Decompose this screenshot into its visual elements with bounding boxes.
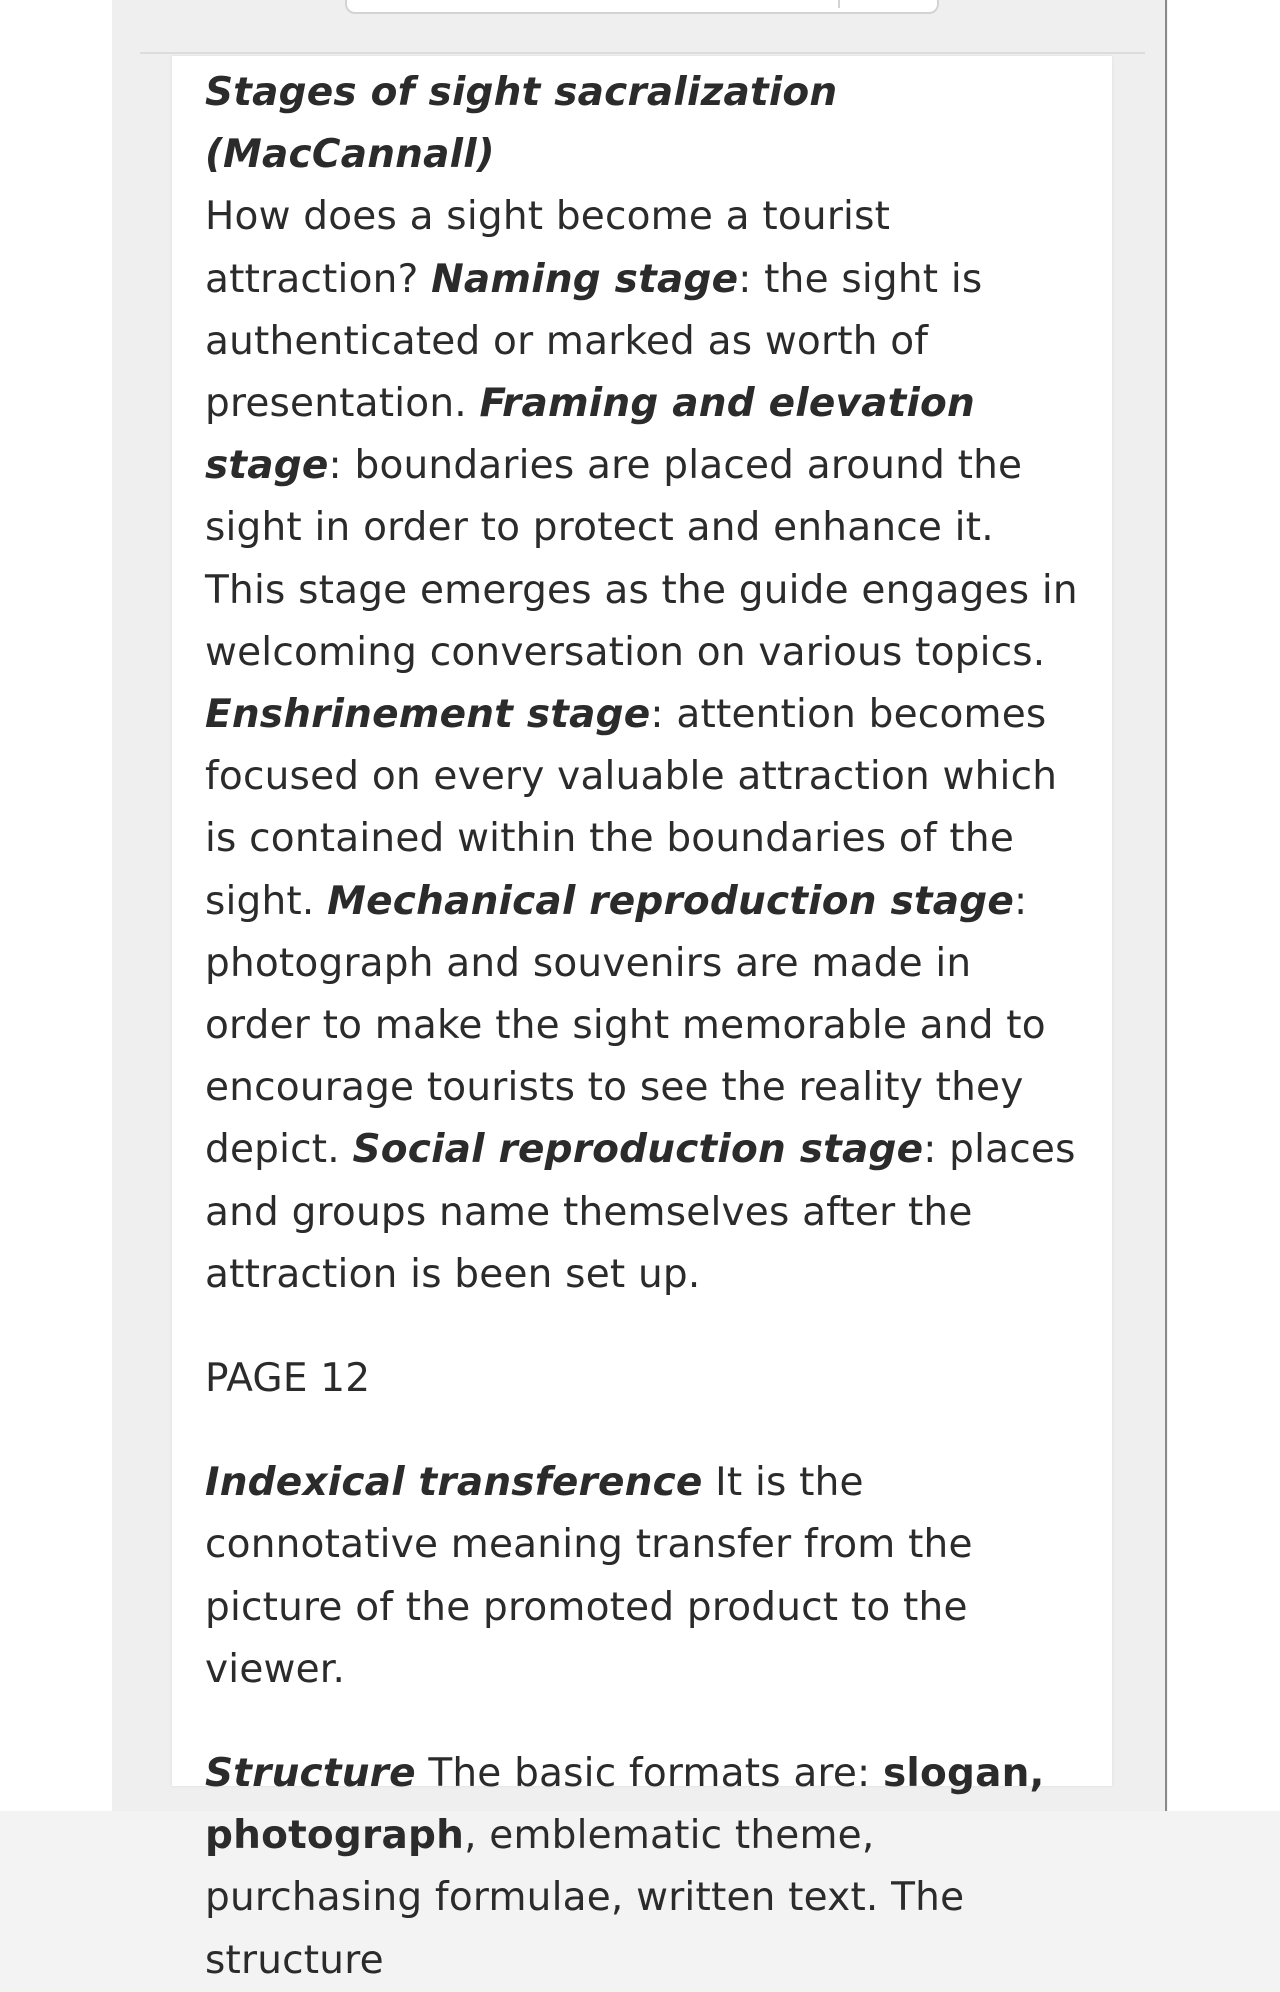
toolbar-divider [838, 0, 840, 8]
paragraph-sight-sacralization [205, 62, 1085, 1306]
text-segment: , emblematic theme, purchasing formulae, written text. The structure [205, 1813, 965, 1983]
page-number [205, 1348, 1085, 1410]
paragraph-indexical-transference [205, 1452, 1085, 1701]
term-mechanical-reproduction-stage: Mechanical reproduction stage [327, 878, 1015, 924]
frame-edge [1165, 0, 1167, 1811]
text-segment: : attention becomes focused on every valuable attraction which is contained within the boundaries of the sight. [205, 692, 1058, 924]
term-photograph: photograph [205, 1813, 465, 1859]
term-social-reproduction-stage: Social reproduction stage [352, 1127, 924, 1173]
text-segment: : boundaries are placed around the sight in order to protect and enhance it. This stage emerges as the guide engages in welcoming conversation on various topics. [205, 443, 1078, 675]
text-segment: : photograph and souvenirs are made in order to make the sight memorable and to encourage tourists to see the reality they depict. [205, 878, 1046, 1173]
term-structure: Structure [205, 1751, 416, 1797]
top-toolbar-control[interactable] [345, 0, 939, 14]
term-indexical-transference: Indexical transference [205, 1460, 703, 1506]
term-naming-stage: Naming stage [431, 256, 739, 302]
header-divider [140, 52, 1145, 54]
right-margin [1168, 0, 1280, 1811]
heading-sight-sacralization: Stages of sight sacralization (MacCannall) [205, 70, 838, 178]
text-segment: : the sight is authenticated or marked as worth of presentation. [205, 256, 983, 427]
text-segment: : places and groups name themselves after the attraction is been set up. [205, 1127, 1076, 1297]
text-segment: It is the connotative meaning transfer from the picture of the promoted product to the viewer. [205, 1460, 973, 1692]
document-text [205, 62, 1085, 1992]
left-margin [0, 0, 112, 1811]
text-segment: The basic formats are: [415, 1751, 883, 1797]
term-framing-elevation-stage: Framing and elevation stage [205, 381, 975, 489]
paragraph-structure [205, 1743, 1085, 1992]
page-number-label: PAGE 12 [205, 1356, 371, 1402]
term-slogan: slogan, [882, 1751, 1045, 1797]
term-enshrinement-stage: Enshrinement stage [205, 692, 651, 738]
text-segment: How does a sight become a tourist attraction? [205, 194, 891, 302]
